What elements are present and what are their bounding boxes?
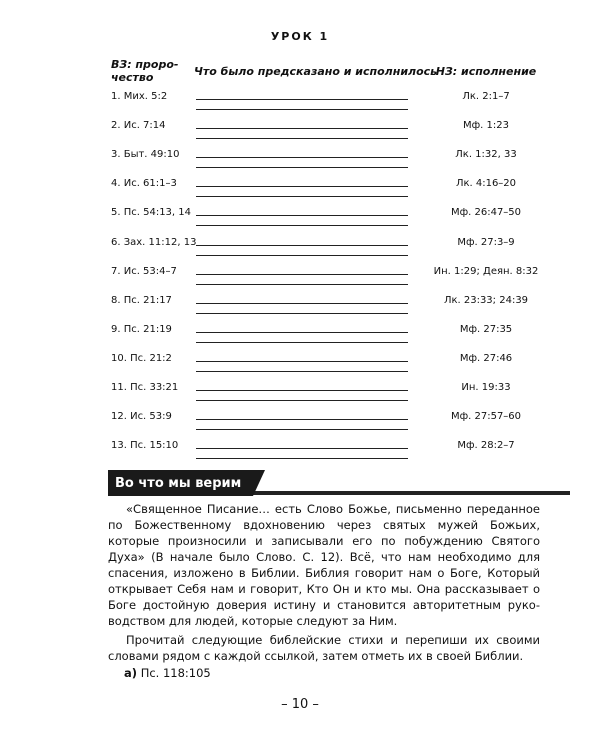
nt-reference: Мф. 28:2–7 bbox=[457, 440, 515, 452]
nt-reference: Мф. 1:23 bbox=[463, 120, 509, 132]
ot-reference: 7. Ис. 53:4–7 bbox=[111, 265, 177, 277]
section-title: Во что мы верим bbox=[108, 470, 253, 496]
answer-line[interactable] bbox=[196, 196, 408, 197]
answer-line[interactable] bbox=[196, 419, 408, 420]
answer-line[interactable] bbox=[196, 128, 408, 129]
table-row bbox=[0, 440, 600, 468]
answer-line[interactable] bbox=[196, 342, 408, 343]
table-row bbox=[0, 207, 600, 235]
answer-line[interactable] bbox=[196, 284, 408, 285]
table-row bbox=[0, 411, 600, 439]
answer-line[interactable] bbox=[196, 371, 408, 372]
column-header-ot-line1: ВЗ: проро- bbox=[111, 58, 179, 71]
answer-line[interactable] bbox=[196, 274, 408, 275]
answer-line[interactable] bbox=[196, 429, 408, 430]
table-row bbox=[0, 382, 600, 410]
answer-line[interactable] bbox=[196, 458, 408, 459]
answer-line[interactable] bbox=[196, 255, 408, 256]
answer-line[interactable] bbox=[196, 245, 408, 246]
table-row bbox=[0, 178, 600, 206]
answer-line[interactable] bbox=[196, 157, 408, 158]
answer-line[interactable] bbox=[196, 390, 408, 391]
table-row bbox=[0, 149, 600, 177]
answer-line[interactable] bbox=[196, 313, 408, 314]
nt-reference: Лк. 4:16–20 bbox=[455, 178, 517, 190]
column-header-nt: НЗ: исполнение bbox=[435, 65, 537, 78]
exercise-item-a-label: а) bbox=[124, 666, 138, 680]
exercise-item-a bbox=[124, 666, 211, 680]
answer-line[interactable] bbox=[196, 138, 408, 139]
ot-reference: 12. Ис. 53:9 bbox=[111, 411, 172, 423]
ot-reference: 5. Пс. 54:13, 14 bbox=[111, 207, 191, 219]
ot-reference: 13. Пс. 15:10 bbox=[111, 440, 179, 452]
answer-line[interactable] bbox=[196, 99, 408, 100]
nt-reference: Лк. 1:32, 33 bbox=[455, 149, 517, 161]
nt-reference: Лк. 2:1–7 bbox=[462, 91, 510, 102]
table-row bbox=[0, 266, 600, 294]
answer-line[interactable] bbox=[196, 400, 408, 401]
answer-line[interactable] bbox=[196, 109, 408, 110]
nt-reference: Мф. 26:47–50 bbox=[450, 207, 522, 219]
nt-reference: Лк. 23:33; 24:39 bbox=[443, 294, 529, 306]
column-header-ot bbox=[111, 58, 178, 84]
answer-line[interactable] bbox=[196, 215, 408, 216]
page-header: УРОК 1 bbox=[270, 30, 330, 43]
table-row bbox=[0, 91, 600, 119]
answer-line[interactable] bbox=[196, 332, 408, 333]
ot-reference: 6. Зах. 11:12, 13 bbox=[111, 236, 197, 248]
page-number: – 10 – bbox=[281, 697, 319, 712]
nt-reference: Мф. 27:3–9 bbox=[457, 236, 515, 248]
nt-reference: Мф. 27:46 bbox=[459, 352, 513, 364]
ot-reference: 4. Ис. 61:1–3 bbox=[111, 178, 177, 190]
ot-reference: 2. Ис. 7:14 bbox=[111, 120, 166, 132]
ot-reference: 11. Пс. 33:21 bbox=[111, 382, 179, 393]
ot-reference: 10. Пс. 21:2 bbox=[111, 352, 172, 364]
instruction-paragraph: Прочитай следующие библейские стихи и перепиши их своими словами рядом с каждой ссылкой, затем отметь их в своей Библии. bbox=[108, 633, 540, 663]
answer-line[interactable] bbox=[196, 167, 408, 168]
answer-line[interactable] bbox=[196, 186, 408, 187]
nt-reference: Мф. 27:57–60 bbox=[450, 411, 522, 423]
nt-reference: Ин. 19:33 bbox=[461, 382, 511, 393]
table-row bbox=[0, 120, 600, 148]
column-header-ot-line2: чество bbox=[111, 71, 154, 84]
table-row bbox=[0, 295, 600, 323]
nt-reference: Ин. 1:29; Деян. 8:32 bbox=[433, 265, 539, 277]
answer-line[interactable] bbox=[196, 225, 408, 226]
answer-line[interactable] bbox=[196, 303, 408, 304]
ot-reference: 3. Быт. 49:10 bbox=[111, 149, 180, 161]
exercise-item-a-reference: Пс. 118:105 bbox=[140, 666, 211, 680]
answer-line[interactable] bbox=[196, 448, 408, 449]
ot-reference: 9. Пс. 21:19 bbox=[111, 323, 172, 335]
answer-line[interactable] bbox=[196, 361, 408, 362]
belief-paragraph: «Священное Писание… есть Слово Божье, письменно переданное по Божественному вдохновению через святых мужей Божьих, которые произносили и записывали его по побуждению Святого Духа» (В начале было Слово. С. 12). Всё, что нам необходимо для спасения, изложено в Библии. Библия говорит нам о Боге, Который открывает Себя нам и говорит, Кто Он и кто мы. Она рассказывает о Боге достойную доверия истину и становится авторитетным руководством для людей, которые следуют за Ним. bbox=[108, 502, 540, 628]
table-row bbox=[0, 353, 600, 381]
table-row bbox=[0, 324, 600, 352]
nt-reference: Мф. 27:35 bbox=[459, 323, 513, 335]
column-header-prediction: Что было предсказано и исполнилось bbox=[194, 65, 438, 78]
ot-reference: 1. Мих. 5:2 bbox=[111, 91, 168, 102]
table-row bbox=[0, 237, 600, 265]
ot-reference: 8. Пс. 21:17 bbox=[111, 294, 172, 306]
